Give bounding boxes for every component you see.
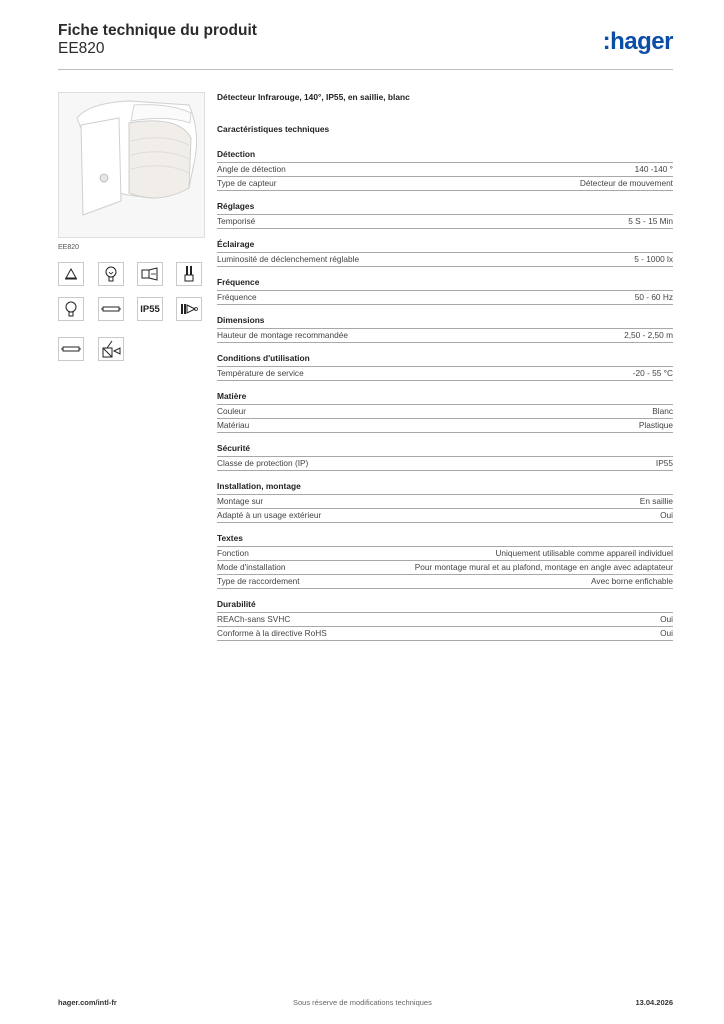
section-title: Éclairage (217, 239, 673, 253)
spec-row (217, 163, 673, 177)
electronic-transformer-icon (176, 297, 202, 321)
spec-row (217, 495, 673, 509)
spec-label: REACh-sans SVHC (217, 614, 291, 624)
spec-value: 2,50 - 2,50 m (624, 330, 673, 340)
lightbulb-icon (98, 262, 124, 286)
section-title: Détection (217, 149, 673, 163)
halogen-lamp-icon (137, 262, 163, 286)
spec-row (217, 613, 673, 627)
section-dimensions (217, 315, 673, 343)
technical-characteristics-heading: Caractéristiques techniques (217, 124, 330, 134)
section-title: Fréquence (217, 277, 673, 291)
section-texts (217, 533, 673, 589)
spec-value: Oui (660, 628, 673, 638)
product-description: Détecteur Infrarouge, 140°, IP55, en saillie, blanc (217, 92, 410, 102)
spec-value: Pour montage mural et au plafond, montage en angle avec adaptateur (414, 562, 673, 572)
spec-label: Classe de protection (IP) (217, 458, 309, 468)
section-settings (217, 201, 673, 229)
led-tube-icon (58, 337, 84, 361)
spec-row (217, 561, 673, 575)
spec-row (217, 367, 673, 381)
spec-value: Plastique (638, 420, 673, 430)
section-material (217, 391, 673, 433)
document-date: 13.04.2026 (635, 998, 673, 1007)
spec-value: Oui (660, 614, 673, 624)
spec-label: Fonction (217, 548, 249, 558)
product-image (58, 92, 205, 238)
section-detection (217, 149, 673, 191)
specification-panel (217, 92, 673, 641)
spec-label: Conforme à la directive RoHS (217, 628, 327, 638)
wall-mount-detection-icon (98, 337, 124, 361)
spec-label: Couleur (217, 406, 247, 416)
section-sustainability (217, 599, 673, 641)
spec-label: Adapté à un usage extérieur (217, 510, 322, 520)
section-lighting (217, 239, 673, 267)
spec-label: Temporisé (217, 216, 256, 226)
spec-row (217, 329, 673, 343)
spec-label: Hauteur de montage recommandée (217, 330, 348, 340)
spec-value: En saillie (639, 496, 673, 506)
spec-row (217, 575, 673, 589)
spec-row (217, 253, 673, 267)
spec-value: Uniquement utilisable comme appareil individuel (495, 548, 673, 558)
energy-saving-lamp-icon (176, 262, 202, 286)
section-installation (217, 481, 673, 523)
document-title: Fiche technique du produit (58, 22, 257, 39)
spec-label: Montage sur (217, 496, 264, 506)
spec-label: Type de capteur (217, 178, 277, 188)
motion-detector-illustration (59, 93, 204, 237)
lamp-ceiling-icon (58, 262, 84, 286)
section-title: Sécurité (217, 443, 673, 457)
spec-value: 5 - 1000 lx (634, 254, 673, 264)
section-safety (217, 443, 673, 471)
spec-label: Angle de détection (217, 164, 286, 174)
website-link[interactable]: hager.com/intl-fr (58, 998, 117, 1007)
section-title: Réglages (217, 201, 673, 215)
spec-row (217, 291, 673, 305)
ip55-badge (137, 297, 163, 321)
spec-row (217, 419, 673, 433)
spec-row (217, 627, 673, 641)
spec-value: Oui (660, 510, 673, 520)
spec-label: Fréquence (217, 292, 257, 302)
section-title: Installation, montage (217, 481, 673, 495)
fluorescent-tube-icon (98, 297, 124, 321)
spec-row (217, 509, 673, 523)
section-title: Conditions d'utilisation (217, 353, 673, 367)
spec-row (217, 457, 673, 471)
image-caption: EE820 (58, 244, 80, 251)
spec-value: -20 - 55 °C (632, 368, 673, 378)
page-header (58, 22, 673, 70)
spec-value: 50 - 60 Hz (634, 292, 673, 302)
section-title: Durabilité (217, 599, 673, 613)
product-reference: EE820 (58, 40, 105, 57)
spec-row (217, 177, 673, 191)
spec-row (217, 215, 673, 229)
section-operating-conditions (217, 353, 673, 381)
section-title: Matière (217, 391, 673, 405)
spec-value: Blanc (652, 406, 673, 416)
disclaimer-text: Sous réserve de modifications techniques (293, 998, 432, 1007)
spec-label: Type de raccordement (217, 576, 300, 586)
spec-value: IP55 (655, 458, 673, 468)
spec-row (217, 547, 673, 561)
section-frequency (217, 277, 673, 305)
spec-label: Température de service (217, 368, 304, 378)
spec-row (217, 405, 673, 419)
spec-value: 5 S - 15 Min (628, 216, 673, 226)
spec-label: Luminosité de déclenchement réglable (217, 254, 360, 264)
spec-value: 140 -140 ° (634, 164, 673, 174)
spec-value: Détecteur de mouvement (579, 178, 673, 188)
spec-value: Avec borne enfichable (591, 576, 673, 586)
hager-logo: :hager (602, 28, 673, 55)
section-title: Dimensions (217, 315, 673, 329)
spec-label: Matériau (217, 420, 250, 430)
header-divider (58, 69, 673, 70)
spec-label: Mode d'installation (217, 562, 286, 572)
ip55-badge-text: IP55 (140, 303, 160, 315)
section-title: Textes (217, 533, 673, 547)
incandescent-lamp-icon (58, 297, 84, 321)
